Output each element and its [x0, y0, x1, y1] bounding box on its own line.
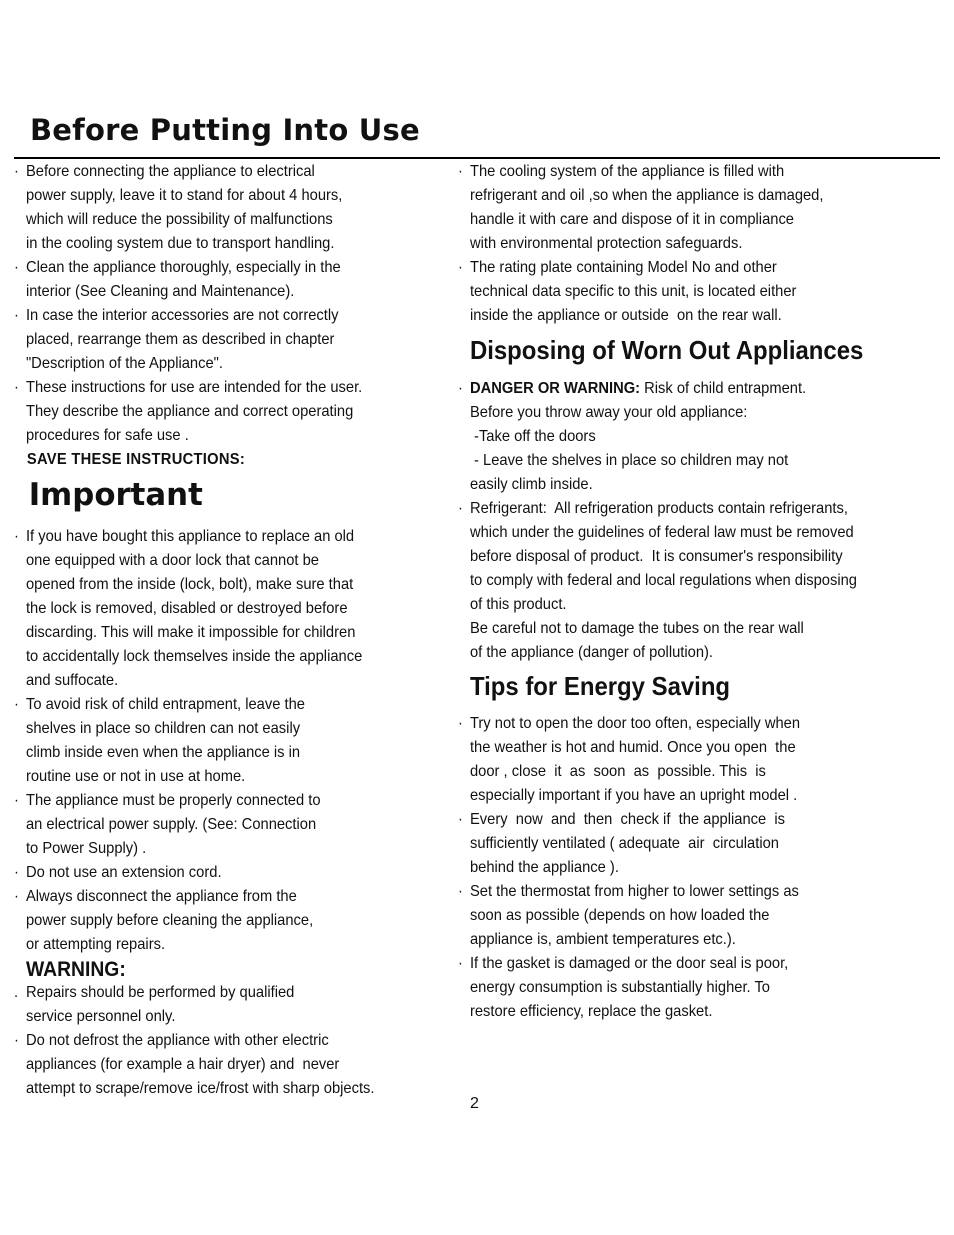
list-item — [458, 712, 890, 808]
item-line: to comply with federal and local regulations when disposing — [469, 572, 857, 589]
bullet-mark: · — [458, 955, 463, 972]
important-list — [14, 525, 400, 957]
item-line: behind the appliance ). — [469, 859, 619, 876]
item-line: restore efficiency, replace the gasket. — [469, 1003, 713, 1020]
warning-heading: WARNING: — [25, 958, 126, 981]
item-line: inside the appliance or outside on the rear wall. — [469, 307, 782, 324]
item-line: energy consumption is substantially higher. To — [469, 979, 770, 996]
bullet-mark: · — [458, 715, 463, 732]
item-line: Try not to open the door too often, especially when — [469, 715, 801, 732]
item-line: an electrical power supply. (See: Connection — [25, 816, 317, 833]
bullet-mark: · — [14, 259, 19, 276]
item-line: which under the guidelines of federal law must be removed — [469, 524, 854, 541]
item-line: especially important if you have an upright model . — [469, 787, 798, 804]
refrigerant-lines — [470, 497, 890, 665]
bullet-mark: · — [14, 1032, 19, 1049]
item-line: Do not defrost the appliance with other electric — [25, 1032, 329, 1049]
cooling-system-list — [458, 160, 890, 328]
list-item — [458, 256, 890, 328]
bullet-mark: · — [14, 888, 19, 905]
item-line: The rating plate containing Model No and other — [469, 259, 777, 276]
bullet-mark: · — [458, 380, 463, 397]
item-line: Refrigerant: All refrigeration products contain refrigerants, — [469, 500, 848, 517]
list-item — [14, 885, 400, 957]
list-item — [14, 376, 400, 448]
item-line: Always disconnect the appliance from the — [25, 888, 297, 905]
item-line: interior (See Cleaning and Maintenance). — [25, 283, 295, 300]
item-line: placed, rearrange them as described in chapter — [25, 331, 335, 348]
item-line: Set the thermostat from higher to lower settings as — [469, 883, 799, 900]
item-line: in the cooling system due to transport handling. — [25, 235, 335, 252]
list-item — [458, 808, 890, 880]
bullet-mark: · — [14, 163, 19, 180]
bullet-mark: . — [14, 984, 19, 1001]
item-line: discarding. This will make it impossible for children — [25, 624, 356, 641]
item-line: If you have bought this appliance to replace an old — [25, 528, 355, 545]
bullet-mark: · — [14, 528, 19, 545]
item-line: service personnel only. — [25, 1008, 176, 1025]
left-column — [14, 160, 400, 1101]
bullet-mark: · — [14, 696, 19, 713]
item-line: the weather is hot and humid. Once you open the — [469, 739, 796, 756]
bullet-mark: · — [458, 259, 463, 276]
save-instructions-label: SAVE THESE INSTRUCTIONS: — [26, 451, 246, 468]
bullet-mark: · — [14, 792, 19, 809]
item-line: -Take off the doors — [469, 428, 596, 445]
intro-list — [14, 160, 400, 448]
item-line: with environmental protection safeguards. — [469, 235, 743, 252]
item-line: of this product. — [469, 596, 567, 613]
item-line: before disposal of product. It is consumer's responsibility — [469, 548, 843, 565]
item-line: the lock is removed, disabled or destroyed before — [25, 600, 348, 617]
list-item — [458, 160, 890, 256]
item-line: to accidentally lock themselves inside the appliance — [25, 648, 363, 665]
warning-list — [14, 981, 400, 1101]
item-line: one equipped with a door lock that cannot be — [25, 552, 319, 569]
list-item — [14, 861, 400, 885]
item-line: appliances (for example a hair dryer) and never — [25, 1056, 340, 1073]
list-item — [14, 304, 400, 376]
item-line: refrigerant and oil ,so when the appliance is damaged, — [469, 187, 824, 204]
item-line: and suffocate. — [25, 672, 119, 689]
important-heading: Important — [28, 477, 203, 513]
item-line: which will reduce the possibility of malfunctions — [25, 211, 333, 228]
danger-lines — [470, 401, 890, 497]
item-line: of the appliance (danger of pollution). — [469, 644, 714, 661]
refrigerant-item — [458, 497, 890, 665]
tips-heading: Tips for Energy Saving — [469, 671, 731, 701]
item-line: climb inside even when the appliance is in — [25, 744, 301, 761]
danger-item — [458, 377, 890, 497]
list-item — [458, 880, 890, 952]
item-line: or attempting repairs. — [25, 936, 166, 953]
item-line: shelves in place so children can not easily — [25, 720, 301, 737]
danger-text: Risk of child entrapment. — [640, 380, 807, 397]
item-line: easily climb inside. — [469, 476, 593, 493]
list-item — [14, 160, 400, 256]
item-line: If the gasket is damaged or the door seal is poor, — [469, 955, 789, 972]
item-line: routine use or not in use at home. — [25, 768, 246, 785]
bullet-mark: · — [458, 500, 463, 517]
item-line: Do not use an extension cord. — [25, 864, 222, 881]
item-line: Be careful not to damage the tubes on the rear wall — [469, 620, 804, 637]
item-line: To avoid risk of child entrapment, leave the — [25, 696, 305, 713]
item-line: "Description of the Appliance". — [25, 355, 223, 372]
list-item — [14, 981, 400, 1029]
item-line: In case the interior accessories are not correctly — [25, 307, 339, 324]
item-line: - Leave the shelves in place so children may not — [469, 452, 789, 469]
disposing-heading: Disposing of Worn Out Appliances — [469, 335, 864, 365]
item-line: technical data specific to this unit, is located either — [469, 283, 797, 300]
item-line: to Power Supply) . — [25, 840, 147, 857]
item-line: The cooling system of the appliance is filled with — [469, 163, 785, 180]
danger-label: DANGER OR WARNING: — [469, 380, 641, 397]
item-line: Before you throw away your old appliance: — [469, 404, 748, 421]
item-line: handle it with care and dispose of it in compliance — [469, 211, 794, 228]
list-item — [14, 789, 400, 861]
bullet-mark: · — [458, 811, 463, 828]
item-line: Before connecting the appliance to electrical — [25, 163, 315, 180]
item-line: Every now and then check if the appliance is — [469, 811, 785, 828]
page-number: 2 — [470, 1095, 479, 1112]
right-column — [458, 160, 890, 1024]
item-line: Clean the appliance thoroughly, especially in the — [25, 259, 341, 276]
item-line: procedures for safe use . — [25, 427, 189, 444]
bullet-mark: · — [458, 883, 463, 900]
item-line: The appliance must be properly connected to — [25, 792, 321, 809]
tips-list — [458, 712, 890, 1024]
list-item — [14, 256, 400, 304]
list-item — [14, 1029, 400, 1101]
item-line: attempt to scrape/remove ice/frost with sharp objects. — [25, 1080, 375, 1097]
bullet-mark: · — [14, 379, 19, 396]
bullet-mark: · — [14, 307, 19, 324]
item-line: power supply, leave it to stand for about 4 hours, — [25, 187, 343, 204]
page-title: Before Putting Into Use — [30, 113, 420, 147]
bullet-mark: · — [14, 864, 19, 881]
title-rule — [14, 157, 940, 159]
item-line: sufficiently ventilated ( adequate air circulation — [469, 835, 779, 852]
item-line: Repairs should be performed by qualified — [25, 984, 295, 1001]
item-line: These instructions for use are intended for the user. — [25, 379, 363, 396]
list-item — [458, 952, 890, 1024]
item-line: power supply before cleaning the appliance, — [25, 912, 314, 929]
item-line: appliance is, ambient temperatures etc.). — [469, 931, 736, 948]
item-line: They describe the appliance and correct operating — [25, 403, 354, 420]
item-line: door , close it as soon as possible. This is — [469, 763, 766, 780]
list-item — [14, 693, 400, 789]
item-line: opened from the inside (lock, bolt), make sure that — [25, 576, 354, 593]
bullet-mark: · — [458, 163, 463, 180]
list-item — [14, 525, 400, 693]
item-line: soon as possible (depends on how loaded the — [469, 907, 770, 924]
